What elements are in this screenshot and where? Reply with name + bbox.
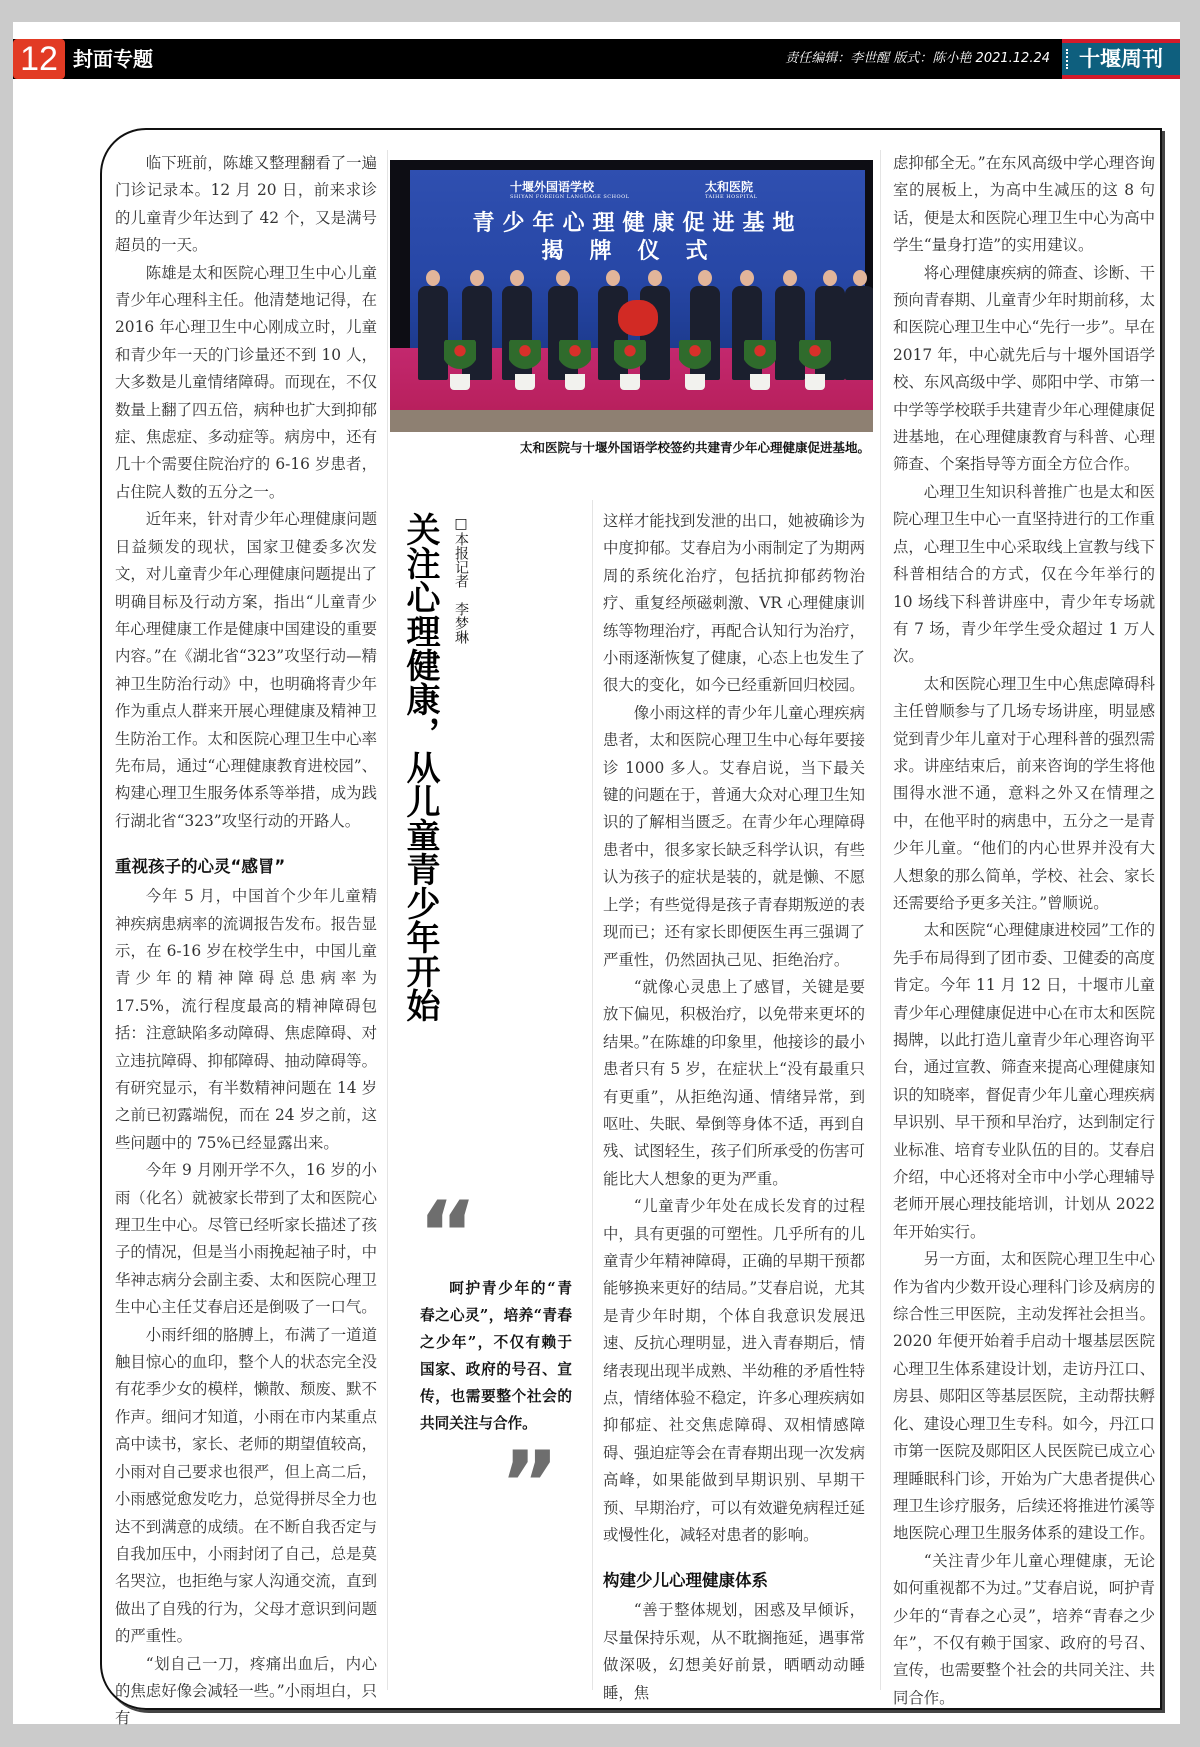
potted-plant <box>440 340 480 392</box>
hospital-logo: 太和医院 TAIHE HOSPITAL <box>705 180 758 200</box>
article-paragraph: 陈雄是太和医院心理卫生中心儿童青少年心理科主任。他清楚地记得，在 2016 年心理卫生中心刚成立时，儿童和青少年一天的门诊量还不到 10 人，大多数是儿童情绪障碍。而现在，不仅数量上翻了四五倍，病种也扩大到抑郁症、焦虑症、多动症等。病房中，还有几十个需要住院治疗的 6-16 岁患者，占住院人数的五分之一。 <box>115 263 377 501</box>
section-title: 封面专题 <box>73 47 153 71</box>
article-paragraph: “善于整体规划，困惑及早倾诉，尽量保持乐观，从不耽搁拖延，遇事常做深吸，幻想美好前景，晒晒动动睡睡，焦 <box>603 1601 865 1702</box>
article-paragraph: 太和医院“心理健康进校园”工作的先手布局得到了团市委、卫健委的高度肯定。今年 11 月 12 日，十堰市儿童青少年心理健康促进中心在市太和医院揭牌，以此打造儿童青少年心理咨询平台，通过宣教、筛查来提高心理健康知识的知晓率，督促青少年儿童心理疾病早识别、早干预和早治疗，达到制定行业标准、培育专业队伍的目的。艾春启介绍，中心还将对全市中小学心理辅导老师开展心理技能培训，计划从 2022 年开始实行。 <box>893 921 1156 1241</box>
school-logo: 十堰外国语学校 SHIYAN FOREIGN LANGUAGE SCHOOL <box>510 180 630 200</box>
stage-edge <box>390 410 873 432</box>
column-divider <box>592 500 593 1690</box>
article-paragraph: 心理卫生知识科普推广也是太和医院心理卫生中心一直坚持进行的工作重点，心理卫生中心采取线上宣教与线下科普相结合的方式，仅在今年举行的 10 场线下科普讲座中，青少年专场就有 7 场，青少年学生受众超过 1 万人次。 <box>893 482 1155 666</box>
article-paragraph: 将心理健康疾病的筛查、诊断、干预向青春期、儿童青少年时期前移，太和医院心理卫生中心“先行一步”。早在 2017 年，中心就先后与十堰外国语学校、东风高级中学、郧阳中学、市第一中学等学校联手共建青少年心理健康促进基地，在心理健康教育与科普、心理筛查、个案指导等方面全方位合作。 <box>893 263 1155 474</box>
potted-plant <box>675 340 715 392</box>
banner-line-1: 青少年心理健康促进基地 <box>472 210 803 236</box>
potted-plant <box>555 340 595 392</box>
close-quote-icon: ” <box>500 1432 560 1537</box>
article-column-1 <box>115 150 377 1733</box>
article-column-3 <box>603 508 865 1707</box>
article-paragraph: “划自己一刀，疼痛出血后，内心的焦虑好像会减轻一些。”小雨坦白，只有 <box>115 1654 377 1728</box>
article-paragraph: “关注青少年儿童心理健康，无论如何重视都不为过。”艾春启说，呵护青少年的“青春之心灵”，培养“青春之少年”，不仅有赖于国家、政府的号召、宣传，也需要整个社会的共同关注、共同合作。 <box>893 1551 1155 1707</box>
editor-credit: 责任编辑：李世醒 版式：陈小艳 2021.12.24 <box>785 51 1050 66</box>
article-paragraph: 另一方面，太和医院心理卫生中心作为省内少数开设心理科门诊及病房的综合性三甲医院，主动发挥社会担当。2020 年便开始着手启动十堰基层医院心理卫生体系建设计划，走访丹江口、房县、郧阳区等基层医院，主动帮扶孵化、建设心理卫生专科。如今，丹江口市第一医院及郧阳区人民医院已成立心理睡眠科门诊，开始为广大患者提供心理卫生诊疗服务，后续还将推进竹溪等地医院心理卫生服务体系的建设工作。 <box>893 1250 1155 1543</box>
byline: □本报记者 李梦琳 <box>453 516 469 644</box>
pull-quote <box>420 1275 572 1437</box>
article-paragraph: 临下班前，陈雄又整理翻看了一遍门诊记录本。12 月 20 日，前来求诊的儿童青少年达到了 42 个，又是满号超员的一天。 <box>115 154 377 255</box>
red-ribbon-plaque <box>618 300 658 336</box>
article-paragraph: 像小雨这样的青少年儿童心理疾病患者，太和医院心理卫生中心每年要接诊 1000 多人。艾春启说，当下最关键的问题在于，普通大众对心理卫生知识的了解相当匮乏。在青少年心理障碍患者中，很多家长缺乏科学认识，有些认为孩子的症状是装的，就是懒、不愿上学；有些觉得是孩子青春期叛逆的表现而已；还有家长即便医生再三强调了严重性，仍然固执己见、拒绝治疗。 <box>603 703 865 969</box>
article-paragraph: “儿童青少年处在成长发育的过程中，具有更强的可塑性。几乎所有的儿童青少年精神障碍，正确的早期干预都能够换来更好的结局。”艾春启说，尤其是青少年时期，个体自我意识发展迅速、反抗心理明显，进入青春期后，情绪表现出现半成熟、半幼稚的矛盾性特点，情绪体验不稳定，许多心理疾病如抑郁症、社交焦虑障碍、双相情感障碍、强迫症等会在青春期出现一次发病高峰，如果能做到早期识别、早期干预、早期治疗，可以有效避免病程迁延或慢性化，减轻对患者的影响。 <box>603 1197 865 1545</box>
column-divider <box>387 150 388 1690</box>
pull-quote-text: 呵护青少年的“青春之心灵”，培养“青春之少年”，不仅有赖于国家、政府的号召、宣传，也需要整个社会的共同关注与合作。 <box>420 1280 572 1432</box>
article-column-4 <box>893 150 1155 1712</box>
potted-plant <box>795 340 835 392</box>
article-paragraph: 今年 5 月，中国首个少年儿童精神疾病患病率的流调报告发布。报告显示，在 6-16 岁在校学生中，中国儿童青少年的精神障碍总患病率为 17.5%，流行程度最高的精神障碍包括：注意缺陷多动障碍、焦虑障碍、对立违抗障碍、抑郁障碍、抽动障碍等。有研究显示，有半数精神问题在 14 岁之前已初露端倪，而在 24 岁之前，这些问题中的 75%已经显露出来。 <box>115 887 377 1152</box>
ceremony-photo <box>390 160 873 432</box>
article-paragraph: 今年 9 月刚开学不久，16 岁的小雨（化名）就被家长带到了太和医院心理卫生中心。尽管已经听家长描述了孩子的情况，但是当小雨挽起袖子时，中华神志病分会副主委、太和医院心理卫生中心主任艾春启还是倒吸了一口气。 <box>115 1161 377 1317</box>
article-paragraph: 小雨纤细的胳膊上，布满了一道道触目惊心的血印，整个人的状态完全没有花季少女的模样，懒散、颓废、默不作声。细问才知道，小雨在市内某重点高中读书，家长、老师的期望值较高，小雨对自己要求也很严，但上高二后，小雨感觉愈发吃力，总觉得拼尽全力也达不到满意的成绩。在不断自我否定与自我加压中，小雨封闭了自己，总是莫名哭泣，也拒绝与家人沟通交流，直到做出了自残的行为，父母才意识到问题的严重性。 <box>115 1325 377 1646</box>
page-number: 12 <box>13 39 65 79</box>
page-header <box>13 39 1180 79</box>
column-divider <box>880 150 881 1690</box>
publication-brand: 十堰周刊 <box>1062 39 1180 79</box>
article-paragraph: “就像心灵患上了感冒，关键是要放下偏见，积极治疗，以免带来更坏的结果。”在陈雄的印象里，他接诊的最小患者只有 5 岁，在症状上“没有最重只有更重”，从拒绝沟通、情绪异常，到呕吐、失眠、晕倒等身体不适，再到自残、试图轻生，孩子们所承受的伤害可能比大人想象的更为严重。 <box>603 977 865 1188</box>
photo-caption: 太和医院与十堰外国语学校签约共建青少年心理健康促进基地。 <box>519 440 870 455</box>
article-paragraph: 这样才能找到发泄的出口，她被确诊为中度抑郁。艾春启为小雨制定了为期两周的系统化治疗，包括抗抑郁药物治疗、重复经颅磁刺激、VR 心理健康训练等物理治疗，再配合认知行为治疗，小雨逐渐恢复了健康，心态上也发生了很大的变化，如今已经重新回归校园。 <box>603 512 865 695</box>
article-paragraph: 近年来，针对青少年心理健康问题日益频发的现状，国家卫健委多次发文，对儿童青少年心理健康问题提出了明确目标及行动方案，指出“儿童青少年心理健康工作是健康中国建设的重要内容。”在《湖北省“323”攻坚行动—精神卫生防治行动》中，也明确将青少年作为重点人群来开展心理健康及精神卫生防治工作。太和医院心理卫生中心率先布局，通过“心理健康教育进校园”、构建心理卫生服务体系等举措，成为践行湖北省“323”攻坚行动的开路人。 <box>115 510 377 830</box>
person-figure <box>845 270 873 380</box>
article-headline: 关注心理健康，从儿童青少年开始 <box>400 512 440 1022</box>
article-paragraph: 太和医院心理卫生中心焦虑障碍科主任曾顺参与了几场专场讲座，明显感觉到青少年儿童对于心理科普的强烈需求。讲座结束后，前来咨询的学生将他围得水泄不通，意料之外又在情理之中，在他平时的病患中，五分之一是青少年儿童。“他们的内心世界并没有大人想象的那么简单，学校、社会、家长还需要给予更多关注。”曾顺说。 <box>893 674 1155 912</box>
potted-plant <box>740 340 780 392</box>
banner-line-2: 揭牌仪式 <box>541 238 734 264</box>
article-paragraph: 虑抑郁全无。”在东风高级中学心理咨询室的展板上，为高中生减压的这 8 句话，便是太和医院心理卫生中心为高中学生“量身打造”的实用建议。 <box>893 154 1155 255</box>
section-heading: 重视孩子的心灵“感冒” <box>115 857 286 877</box>
open-quote-icon: “ <box>418 1182 478 1287</box>
potted-plant <box>505 340 545 392</box>
potted-plant <box>610 340 650 392</box>
section-heading: 构建少儿心理健康体系 <box>603 1571 768 1591</box>
